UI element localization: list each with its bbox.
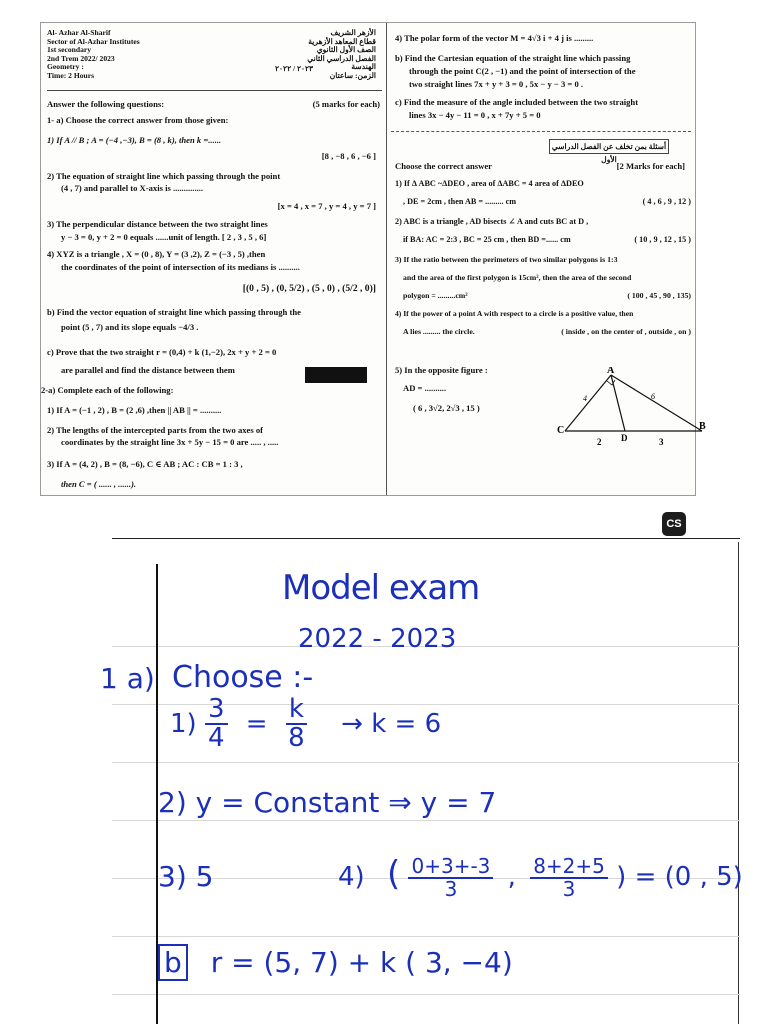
instructions-text: Answer the following questions:	[47, 99, 165, 109]
comma: ,	[507, 862, 516, 892]
q4-polar: 4) The polar form of the vector M = 4√3 i + 4 j is .........	[395, 33, 594, 43]
fraction-numerator: 0+3+-3	[408, 856, 493, 879]
answer-1-result: → k = 6	[341, 708, 442, 739]
notebook-page	[100, 538, 743, 1024]
triangle-figure	[557, 367, 707, 467]
s3-c	[403, 291, 691, 301]
q2-3-b: then C = ( ...... , ......).	[61, 479, 137, 489]
s1-b	[403, 197, 691, 207]
ruled-line	[112, 936, 740, 937]
page-top-edge	[112, 538, 740, 539]
answer-1-label: 1)	[170, 708, 197, 739]
q1-4-b: the coordinates of the point of intersection of its medians is ..........	[61, 262, 300, 272]
vertex-b: B	[699, 421, 706, 432]
equals-sign: =	[245, 708, 268, 739]
choose-label: Choose :-	[172, 660, 314, 695]
vertex-c: C	[557, 425, 565, 436]
q1-2-b: (4 , 7) and parallel to X-axis is ..............	[61, 183, 204, 193]
ruled-line	[112, 762, 740, 763]
s4-b	[403, 327, 691, 337]
qb-a: b) Find the Cartesian equation of the straight line which passing	[395, 53, 631, 63]
fraction-numerator: 8+2+5	[530, 856, 608, 879]
s1-options: ( 4 , 6 , 9 , 12 )	[642, 197, 691, 206]
s4-options: ( inside , on the center of , outside , on )	[561, 327, 691, 336]
choose-text: Choose the correct answer	[395, 161, 492, 171]
q1-1: 1) If A // B ; A = (−4 ,−3), B = (8 , k), then k =......	[47, 135, 222, 145]
q1-3-a: 3) The perpendicular distance between the two straight lines	[47, 219, 268, 229]
q2-2-b: coordinates by the straight line 3x + 5y − 15 = 0 are ..... , .....	[61, 437, 279, 447]
qb-c: two straight lines 7x + y + 3 = 0 , 5x − y − 3 = 0 .	[409, 79, 584, 89]
answer-1	[170, 696, 441, 753]
s5-options: ( 6 , 3√2, 2√3 , 15 )	[413, 403, 480, 413]
fraction-numerator: k	[286, 696, 307, 725]
open-paren: (	[386, 854, 401, 894]
s4-a: 4) If the power of a point A with respect to a circle is a positive value, then	[395, 309, 634, 318]
qc-b: lines 3x − 4y − 11 = 0 , x + 7y + 5 = 0	[409, 110, 541, 120]
side-ab	[611, 375, 702, 431]
answer-4-label: 4)	[338, 862, 365, 892]
s3-b: and the area of the first polygon is 15cm², then the area of the second	[403, 273, 632, 282]
side-ab-label: 6	[651, 392, 655, 401]
exam-header	[47, 29, 382, 91]
s1-b-text: , DE = 2cm , then AB = ......... cm	[403, 197, 517, 206]
header-line: الأزهر الشريف	[330, 28, 376, 37]
header-line: Al- Azhar Al-Sharif	[47, 28, 111, 37]
exam-paper	[40, 22, 706, 496]
fraction-numerator: 3	[205, 696, 228, 725]
exam-left-column	[41, 23, 387, 495]
answer-b	[158, 946, 513, 979]
label-1a: 1 a)	[100, 662, 155, 695]
header-line: Sector of Al-Azhar Institutes	[47, 36, 140, 46]
choose-heading	[395, 161, 691, 172]
header-line: Time: 2 Hours	[47, 70, 95, 80]
q1-3-b: y − 3 = 0, y + 2 = 0 equals ......unit of length. [ 2 , 3 , 5 , 6]	[61, 232, 267, 242]
q2-3-a: 3) If A = (4, 2) , B = (8, −6), C ∈ AB ; AC : CB = 1 : 3 ,	[47, 459, 243, 469]
ruled-line	[112, 820, 740, 821]
side-ac-label: 4	[583, 394, 587, 403]
cd-label: 2	[597, 437, 602, 447]
header-line: الفصل الدراسي الثاني	[307, 53, 376, 63]
answer-2: 2) y = Constant ⇒ y = 7	[158, 786, 497, 819]
fraction-denominator: 4	[207, 723, 225, 754]
q1-2-a: 2) The equation of straight line which passing through the point	[47, 171, 281, 181]
vertex-a: A	[607, 367, 615, 376]
q1b-b: point (5 , 7) and its slope equals −4/3 .	[61, 322, 199, 332]
header-arabic	[266, 29, 376, 80]
redaction-block	[305, 367, 367, 383]
notes-title: Model exam	[282, 568, 480, 608]
s4-b-text: A lies ......... the circle.	[403, 327, 475, 336]
side-ac	[565, 375, 611, 431]
header-english	[47, 29, 187, 80]
instructions	[47, 99, 382, 110]
q1b-a: b) Find the vector equation of straight line which passing through the	[47, 307, 301, 317]
q1-4-a: 4) XYZ is a triangle , X = (0 , 8), Y = (3 ,2), Z = (−3 , 5) ,then	[47, 249, 266, 259]
s1-a: 1) If Δ ABC ~ΔDEO , area of ΔABC = 4 area of ΔDEO	[395, 179, 584, 188]
header-line: الزمن: ساعتان	[329, 70, 376, 80]
q1-2-options: [x = 4 , x = 7 , y = 4 , y = 7 ]	[277, 201, 376, 211]
q1c-a: c) Prove that the two straight r = (0,4) + k (1,−2), 2x + y + 2 = 0	[47, 347, 277, 357]
s2-b-text: if BA: AC = 2:3 , BC = 25 cm , then BD =...... cm	[403, 235, 571, 244]
marks-text: [2 Marks for each]	[616, 161, 685, 171]
s5-b: AD = ..........	[403, 383, 447, 393]
header-line: قطاع المعاهد الأزهرية	[308, 36, 376, 46]
fraction-x-centroid	[408, 853, 493, 901]
marks-text: (5 marks for each)	[312, 99, 380, 109]
ruled-line	[112, 994, 740, 995]
s3-c-text: polygon = .........cm²	[403, 291, 468, 300]
s2-a: 2) ABC is a triangle , AD bisects ∠ A and cuts BC at D ,	[395, 217, 589, 226]
header-line: Geometry :	[47, 62, 84, 71]
supplementary-heading: أسئلة بمن تخلف عن الفصل الدراسي الأول	[549, 139, 669, 154]
header-line: الهندسة	[351, 62, 376, 71]
fraction-denominator: 3	[562, 876, 576, 901]
q2-1: 1) If A = (−1 , 2) , B = (2 ,6) ,then || AB || = ..........	[47, 405, 222, 415]
fraction-denominator: 3	[444, 876, 458, 901]
qb-b: through the point C(2 , −1) and the point of intersection of the	[409, 66, 636, 76]
s2-options: ( 10 , 9 , 12 , 15 )	[634, 235, 691, 244]
db-label: 3	[659, 437, 664, 447]
camscanner-badge: CS	[662, 512, 686, 536]
point-d: D	[621, 433, 628, 443]
q1a-title: 1- a) Choose the correct answer from those given:	[47, 115, 229, 125]
notes-year: 2022 - 2023	[298, 624, 457, 654]
q1-1-options: [8 , −8 , 6 , −6 ]	[321, 151, 376, 161]
header-date: ٢٠٢٣ / ٢٠٢٢	[275, 64, 314, 73]
header-line: الصف الأول الثانوي	[316, 45, 376, 54]
q2a-title: 2-a) Complete each of the following:	[41, 385, 174, 395]
header-line: 2nd Trem 2022/ 2023	[47, 53, 115, 63]
q1-4-options: [(0 , 5) , (0, 5/2) , (5 , 0) , (5/2 , 0)]	[242, 283, 376, 294]
answer-4	[338, 854, 743, 900]
header-line: 1st secondary	[47, 45, 92, 54]
divider	[391, 131, 691, 132]
answer-4-result: ) = (0 , 5)	[616, 862, 743, 892]
q1c-b: are parallel and find the distance between them	[61, 365, 235, 375]
fraction-3-4	[205, 696, 228, 753]
fraction-k-8	[286, 696, 307, 753]
page-right-edge	[738, 542, 739, 1024]
fraction-denominator: 8	[288, 723, 305, 754]
q2-2-a: 2) The lengths of the intercepted parts from the two axes of	[47, 425, 264, 435]
exam-right-column	[389, 23, 706, 495]
answer-b-equation: r = (5, 7) + k ( 3, −4)	[210, 946, 513, 979]
qc-a: c) Find the measure of the angle included between the two straight	[395, 97, 639, 107]
answer-3: 3) 5	[158, 860, 214, 893]
s2-b	[403, 235, 691, 245]
fraction-y-centroid	[530, 853, 608, 901]
s5-a: 5) In the opposite figure :	[395, 365, 488, 375]
s3-options: ( 100 , 45 , 90 , 135)	[627, 291, 691, 300]
s3-a: 3) If the ratio between the perimeters of two similar polygons is 1:3	[395, 255, 618, 264]
answer-b-label: b	[158, 944, 188, 981]
